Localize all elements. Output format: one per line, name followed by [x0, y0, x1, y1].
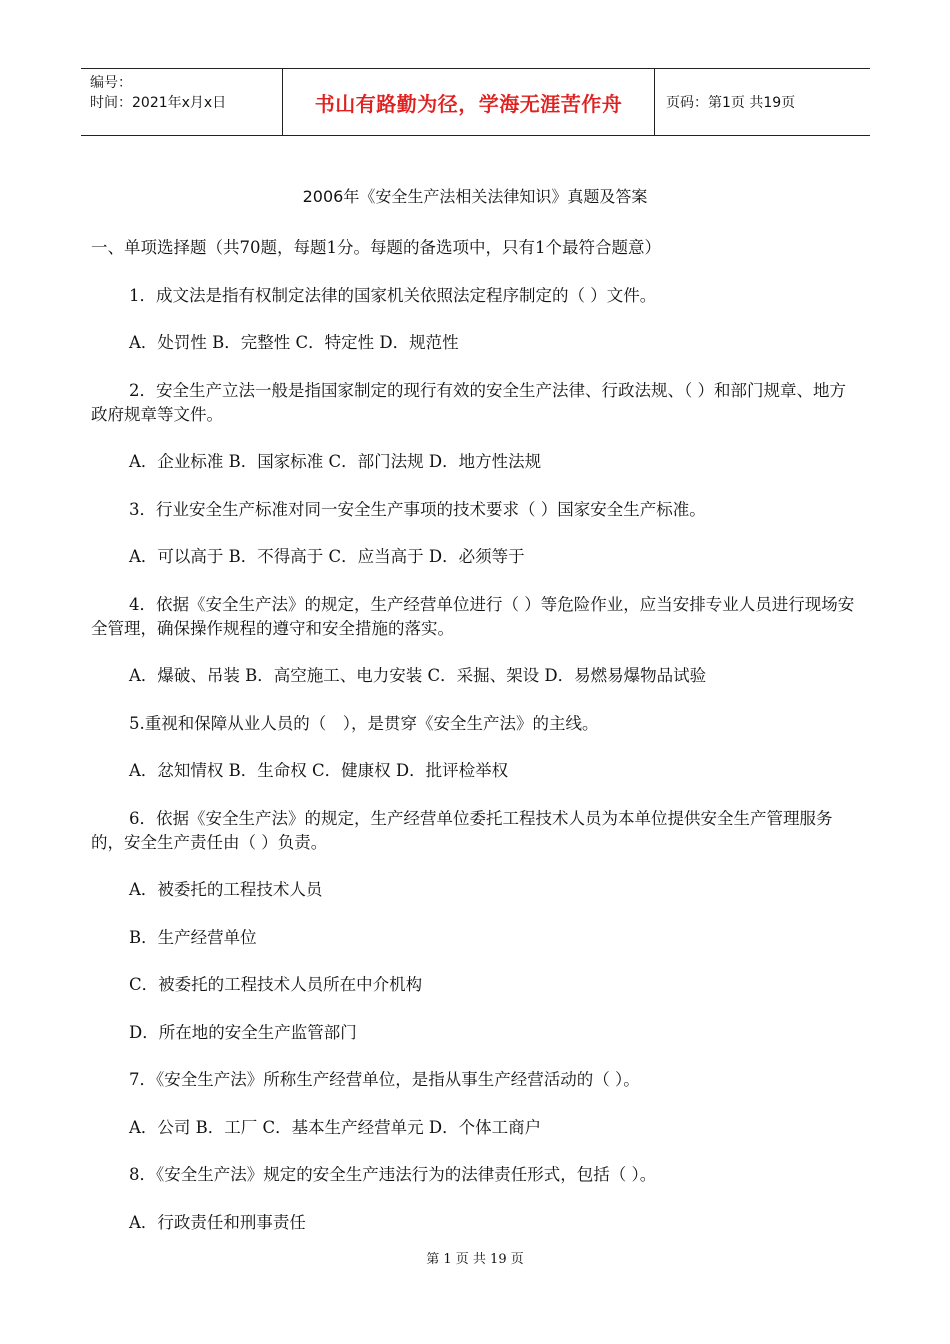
motto-text: 书山有路勤为径，学海无涯苦作舟	[314, 91, 623, 116]
question-text: 4．依据《安全生产法》的规定，生产经营单位进行（ ）等危险作业，应当安排专业人员进行现场安全管理，确保操作规程的遵守和安全措施的落实。	[91, 594, 855, 638]
question-text: 8．《安全生产法》规定的安全生产违法行为的法律责任形式，包括（ ）。	[129, 1165, 657, 1184]
answer-options: B．生产经营单位	[129, 927, 257, 947]
question-text: 3．行业安全生产标准对同一安全生产事项的技术要求（ ）国家安全生产标准。	[129, 499, 706, 519]
answer-options: A．忿知情权 B．生命权 C．健康权 D．批评检举权	[129, 761, 509, 780]
page-footer: 第 1 页 共 19 页	[426, 1252, 524, 1267]
answer-options: A．处罚性 B．完整性 C．特定性 D．规范性	[129, 333, 459, 352]
section-heading: 一、单项选择题（共70题，每题1分。每题的备选项中，只有1个最符合题意）	[91, 238, 661, 257]
question-text: 7．《安全生产法》所称生产经营单位，是指从事生产经营活动的（ ）。	[129, 1070, 640, 1089]
answer-options: 5.重视和保障从业人员的（ ），是贯穿《安全生产法》的主线。	[129, 713, 599, 733]
answer-options: C．被委托的工程技术人员所在中介机构	[129, 975, 423, 994]
question-text: 1．成文法是指有权制定法律的国家机关依照法定程序制定的（ ）文件。	[129, 285, 657, 305]
answer-options: A．爆破、吊装 B．高空施工、电力安装 C．采掘、架设 D．易燃易爆物品试验	[129, 666, 707, 685]
document-title: 2006年《安全生产法相关法律知识》真题及答案	[302, 187, 648, 206]
answer-options: D．所在地的安全生产监管部门	[129, 1022, 357, 1042]
question-text: 6．依据《安全生产法》的规定，生产经营单位委托工程技术人员为本单位提供安全生产管理服务的，安全生产责任由（ ）负责。	[91, 808, 833, 852]
header-meta-cell	[81, 69, 283, 135]
answer-options: A．行政责任和刑事责任	[129, 1212, 306, 1232]
document-header	[81, 68, 870, 136]
document-number-label: 编号：	[90, 75, 132, 91]
answer-options: A．可以高于 B．不得高于 C．应当高于 D．必须等于	[129, 547, 525, 566]
question-list	[91, 284, 861, 1235]
question-text: 2．安全生产立法一般是指国家制定的现行有效的安全生产法律、行政法规、（ ）和部门规章、地方政府规章等文件。	[91, 380, 846, 424]
answer-options: A．企业标准 B．国家标准 C．部门法规 D．地方性法规	[129, 452, 542, 471]
header-page-cell	[655, 69, 870, 135]
answer-options: A．公司 B．工厂 C．基本生产经营单元 D．个体工商户	[129, 1117, 542, 1137]
answer-options: A．被委托的工程技术人员	[129, 880, 323, 899]
document-body	[91, 236, 861, 1258]
header-motto-cell	[283, 69, 655, 135]
page-info: 页码：第1页 共19页	[666, 95, 796, 111]
document-date-label: 时间：2021年x月x日	[90, 95, 227, 111]
